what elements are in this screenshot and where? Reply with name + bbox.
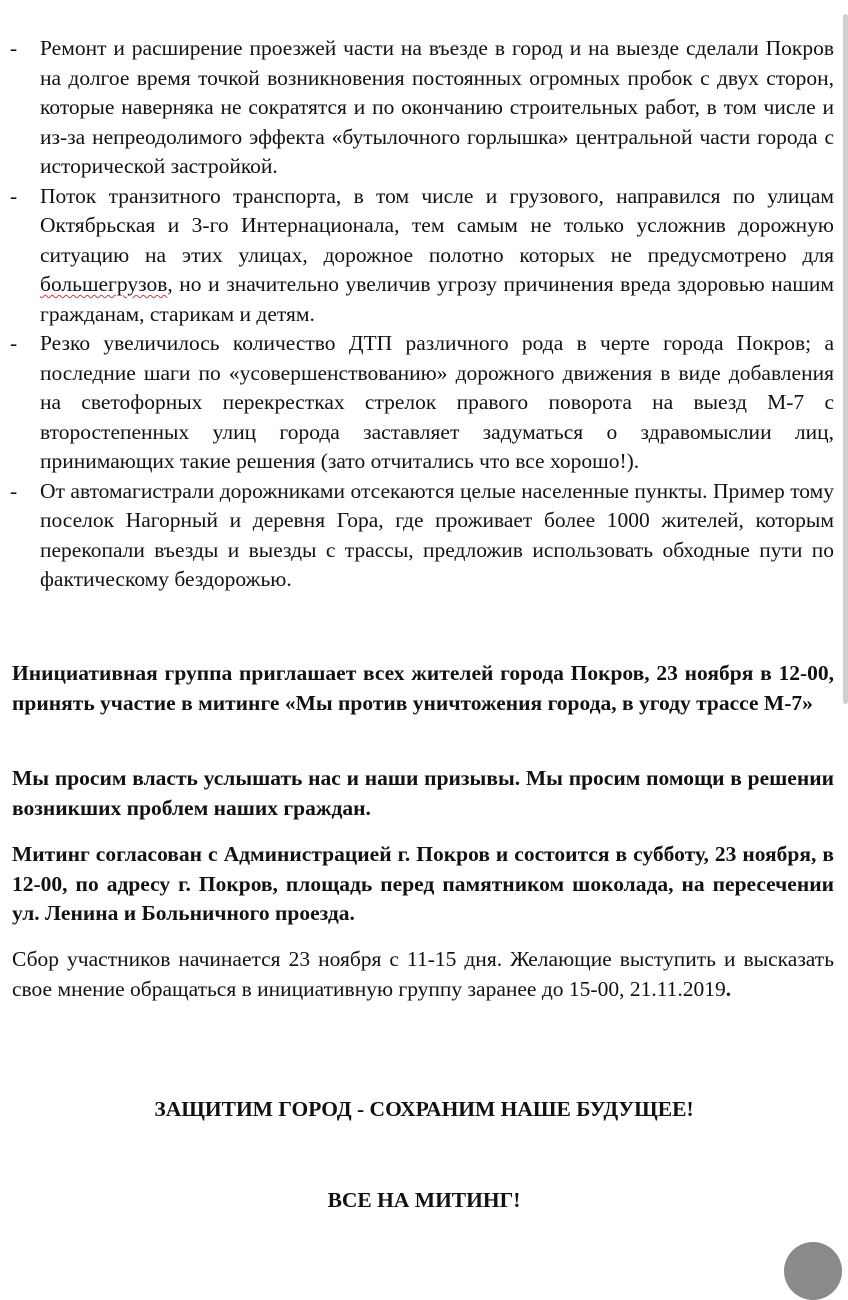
bullet-list <box>0 34 848 595</box>
bullet-text: Ремонт и расширение проезжей части на въезде в город и на выезде сделали Покров на долгое время точкой возникновения постоянных огромных пробок с двух сторон, которые наверняка не сократятся и по окончанию строительных работ, в том числе и из-за непреодолимого эффекта «бутылочного горлышка» центральной части города с исторической застройкой. <box>40 36 834 178</box>
gathering-text: Сбор участников начинается 23 ноября с 11-15 дня. Желающие выступить и высказать свое мнение обращаться в инициативную группу заранее до 15-00, 21.11.2019 <box>12 947 834 1001</box>
list-item <box>0 182 848 330</box>
bullet-dash: - <box>10 36 18 60</box>
gathering-end: . <box>725 976 732 1001</box>
agreement-paragraph: Митинг согласован с Администрацией г. Покров и состоится в субботу, 23 ноября, в 12-00, по адресу г. Покров, площадь перед памятником шоколада, на пересечении ул. Ленина и Больничного проезда. <box>12 842 834 925</box>
bullet-dash: - <box>10 183 18 208</box>
list-item <box>0 34 848 182</box>
vertical-scrollbar[interactable] <box>843 14 848 704</box>
slogan-heading: ЗАЩИТИМ ГОРОД - СОХРАНИМ НАШЕ БУДУЩЕЕ! <box>154 1097 694 1121</box>
request-paragraph: Мы просим власть услышать нас и наши призывы. Мы просим помощи в решении возникших проблем наших граждан. <box>12 766 834 820</box>
bullet-text <box>40 184 834 326</box>
spellcheck-underlined-word: большегрузов <box>40 272 168 296</box>
bullet-text: Резко увеличилось количество ДТП различного рода в черте города Покров; а последние шаги по «усовершенствованию» дорожного движения в виде добавления на светофорных перекрестках стрелок правого поворота на выезд М-7 с второстепенных улиц города заставляет задуматься о здравомыслии лиц, принимающих такие решения (зато отчитались что все хорошо!). <box>40 331 834 473</box>
bullet-dash: - <box>10 478 18 503</box>
list-item <box>0 329 848 477</box>
bullet-text: От автомагистрали дорожниками отсекаются целые населенные пункты. Пример тому поселок Нагорный и деревня Гора, где проживает более 1000 жителей, которым перекопали въезды и выезды с трассы, предложив использовать обходные пути по фактическому бездорожью. <box>40 478 834 591</box>
call-heading: ВСЕ НА МИТИНГ! <box>327 1188 521 1212</box>
bullet-dash: - <box>10 331 18 355</box>
bullet-text-part: , но и значительно увеличив угрозу причинения вреда здоровью нашим гражданам, старикам и детям. <box>40 272 834 326</box>
gathering-paragraph <box>12 945 834 1004</box>
floating-action-button[interactable] <box>784 1242 842 1300</box>
bullet-text-part: Поток транзитного транспорта, в том числе и грузового, направился по улицам Октябрьская и 3-го Интернационала, тем самым не только усложнив дорожную ситуацию на этих улицах, дорожное полотно которых не предусмотрено для <box>40 183 834 267</box>
list-item <box>0 477 848 595</box>
invitation-paragraph: Инициативная группа приглашает всех жителей города Покров, 23 ноября в 12-00, принять участие в митинге «Мы против уничтожения города, в угоду трассе М-7» <box>12 661 834 715</box>
